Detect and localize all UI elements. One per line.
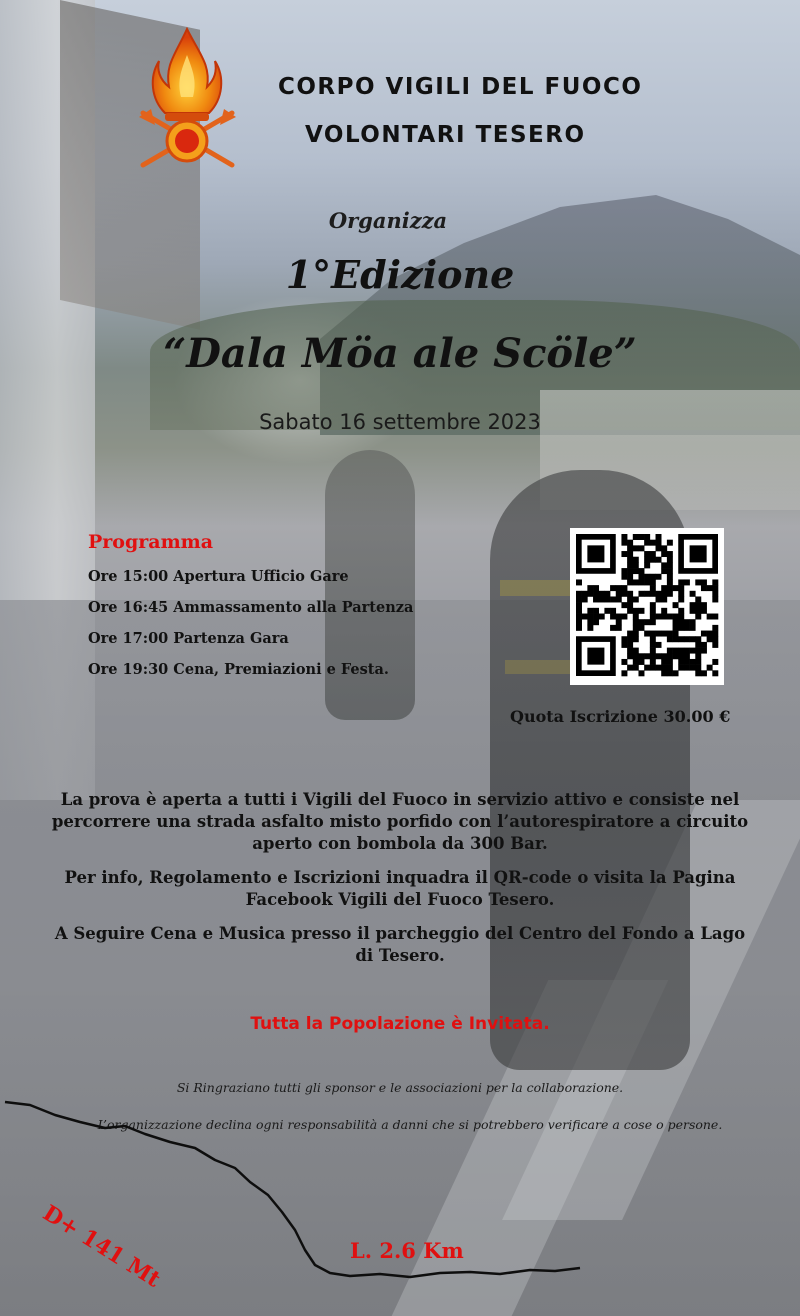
organizza-label: [0, 208, 800, 233]
fire-brigade-flame-emblem-icon: [135, 25, 240, 175]
disclaimer: L’organizzazione declina ogni responsabilità a danni che si potrebbero verificare a cose o persone.: [97, 1117, 723, 1132]
event-date: Sabato 16 settembre 2023: [259, 410, 541, 434]
organizza-text: Organizza: [328, 208, 448, 233]
elevation-gain-label: D+ 141 Mt: [38, 1200, 166, 1293]
qr-code-icon: [570, 528, 724, 685]
event-title: “Dala Möa ale Scöle”: [163, 330, 637, 377]
registration-fee: Quota Iscrizione 30.00 €: [510, 707, 731, 726]
program-item: Ore 17:00 Partenza Gara: [88, 630, 289, 647]
program-item: Ore 15:00 Apertura Ufficio Gare: [88, 568, 349, 585]
description-paragraph: La prova è aperta a tutti i Vigili del Fuoco in servizio attivo e consiste nel percorrere una strada asfalto misto porfido con l’autorespiratore a circuito aperto con bombola da 300 Bar.: [51, 790, 749, 853]
header-line-2: VOLONTARI TESERO: [305, 122, 586, 148]
description-paragraph: A Seguire Cena e Musica presso il parcheggio del Centro del Fondo a Lago di Tesero.: [54, 924, 746, 965]
edition-title: 1°Edizione: [285, 252, 515, 297]
program-item: Ore 16:45 Ammassamento alla Partenza: [88, 599, 414, 616]
background-firefighter: [325, 450, 415, 720]
description-paragraph: Per info, Regolamento e Iscrizioni inquadra il QR-code o visita la Pagina Facebook Vigili del Fuoco Tesero.: [64, 868, 736, 909]
sponsors-thanks: Si Ringraziano tutti gli sponsor e le associazioni per la collaborazione.: [176, 1080, 624, 1095]
program-item: Ore 19:30 Cena, Premiazioni e Festa.: [88, 661, 389, 678]
program-title: Programma: [88, 531, 214, 553]
header-line-1: CORPO VIGILI DEL FUOCO: [278, 74, 643, 100]
route-length-label: L. 2.6 Km: [350, 1238, 464, 1263]
invitation-text: Tutta la Popolazione è Invitata.: [250, 1014, 550, 1034]
